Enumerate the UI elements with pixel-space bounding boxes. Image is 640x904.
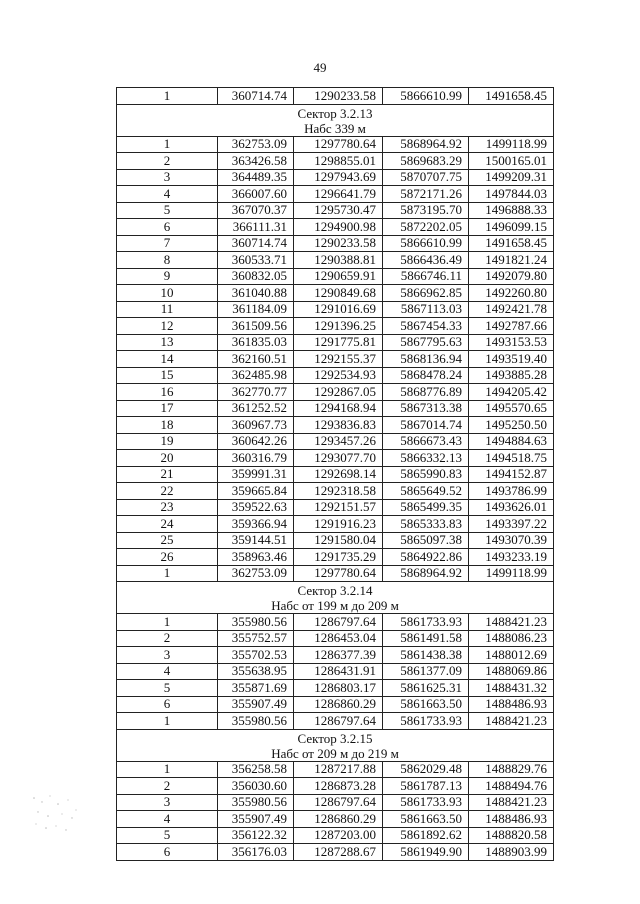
coordinate-cell: 5861377.09 — [383, 663, 469, 680]
coordinate-cell: 1495250.50 — [469, 417, 554, 434]
coordinate-cell: 359366.94 — [218, 516, 294, 533]
sector-altitude: Набс 339 м — [304, 120, 366, 136]
coordinate-cell: 1492079.80 — [469, 268, 554, 285]
coordinate-cell: 1497844.03 — [469, 186, 554, 203]
point-number-cell: 4 — [117, 811, 218, 828]
coordinate-cell: 1291775.81 — [294, 334, 383, 351]
coordinate-cell: 1488486.93 — [469, 696, 554, 713]
coordinate-cell: 1494884.63 — [469, 433, 554, 450]
sector-header-row — [117, 582, 554, 614]
coordinate-cell: 5862029.48 — [383, 761, 469, 778]
point-number-cell: 5 — [117, 680, 218, 697]
coordinate-cell: 361252.52 — [218, 400, 294, 417]
point-number-cell: 20 — [117, 450, 218, 467]
coordinate-cell: 362753.09 — [218, 136, 294, 153]
table-row — [117, 630, 554, 647]
coordinates-table-body — [117, 88, 554, 861]
coordinate-cell: 361184.09 — [218, 301, 294, 318]
coordinate-cell: 5864922.86 — [383, 549, 469, 566]
coordinate-cell: 1491658.45 — [469, 235, 554, 252]
point-number-cell: 6 — [117, 696, 218, 713]
point-number-cell: 10 — [117, 285, 218, 302]
page-number: 49 — [313, 60, 327, 75]
point-number-cell: 15 — [117, 367, 218, 384]
point-number-cell: 5 — [117, 827, 218, 844]
coordinate-cell: 362160.51 — [218, 351, 294, 368]
point-number-cell: 17 — [117, 400, 218, 417]
coordinate-cell: 5867313.38 — [383, 400, 469, 417]
coordinate-cell: 5866610.99 — [383, 88, 469, 105]
coordinate-cell: 1291016.69 — [294, 301, 383, 318]
coordinate-cell: 1493786.99 — [469, 483, 554, 500]
coordinate-cell: 1286803.17 — [294, 680, 383, 697]
coordinate-cell: 1292867.05 — [294, 384, 383, 401]
table-row — [117, 219, 554, 236]
point-number-cell: 12 — [117, 318, 218, 335]
table-row — [117, 433, 554, 450]
table-row — [117, 565, 554, 582]
coordinate-cell: 5865097.38 — [383, 532, 469, 549]
coordinate-cell: 5867454.33 — [383, 318, 469, 335]
coordinate-cell: 5868964.92 — [383, 136, 469, 153]
table-row — [117, 186, 554, 203]
coordinate-cell: 1492260.80 — [469, 285, 554, 302]
coordinate-cell: 1491821.24 — [469, 252, 554, 269]
coordinate-cell: 1292155.37 — [294, 351, 383, 368]
coordinate-cell: 5870707.75 — [383, 169, 469, 186]
table-row — [117, 761, 554, 778]
coordinate-cell: 1496888.33 — [469, 202, 554, 219]
sector-altitude: Набс от 209 м до 219 м — [271, 745, 399, 761]
coordinate-cell: 5861491.58 — [383, 630, 469, 647]
point-number-cell: 13 — [117, 334, 218, 351]
sector-altitude: Набс от 199 м до 209 м — [271, 598, 399, 613]
coordinate-cell: 361040.88 — [218, 285, 294, 302]
coordinate-cell: 1292151.57 — [294, 499, 383, 516]
table-row — [117, 516, 554, 533]
point-number-cell: 3 — [117, 794, 218, 811]
coordinate-cell: 360316.79 — [218, 450, 294, 467]
coordinate-cell: 1292698.14 — [294, 466, 383, 483]
table-row — [117, 663, 554, 680]
coordinate-cell: 1500165.01 — [469, 153, 554, 170]
coordinate-cell: 1291916.23 — [294, 516, 383, 533]
coordinate-cell: 5866332.13 — [383, 450, 469, 467]
coordinate-cell: 1493626.01 — [469, 499, 554, 516]
table-row — [117, 417, 554, 434]
table-row — [117, 268, 554, 285]
table-row — [117, 202, 554, 219]
table-row — [117, 778, 554, 795]
coordinate-cell: 1493519.40 — [469, 351, 554, 368]
table-row — [117, 88, 554, 105]
coordinate-cell: 1493070.39 — [469, 532, 554, 549]
coordinate-cell: 360714.74 — [218, 88, 294, 105]
table-row — [117, 318, 554, 335]
coordinate-cell: 1291580.04 — [294, 532, 383, 549]
coordinate-cell: 1488820.58 — [469, 827, 554, 844]
point-number-cell: 7 — [117, 235, 218, 252]
coordinate-cell: 5865333.83 — [383, 516, 469, 533]
coordinate-cell: 5861625.31 — [383, 680, 469, 697]
coordinate-cell: 1297943.69 — [294, 169, 383, 186]
table-row — [117, 285, 554, 302]
table-row — [117, 483, 554, 500]
coordinate-cell: 1286797.64 — [294, 713, 383, 730]
point-number-cell: 1 — [117, 614, 218, 631]
coordinate-cell: 5867014.74 — [383, 417, 469, 434]
sector-header-row — [117, 729, 554, 761]
coordinate-cell: 356030.60 — [218, 778, 294, 795]
table-row — [117, 235, 554, 252]
coordinate-cell: 360533.71 — [218, 252, 294, 269]
coordinate-cell: 1293077.70 — [294, 450, 383, 467]
coordinate-cell: 1488421.23 — [469, 713, 554, 730]
table-row — [117, 367, 554, 384]
coordinate-cell: 5865990.83 — [383, 466, 469, 483]
point-number-cell: 2 — [117, 153, 218, 170]
coordinate-cell: 1488486.93 — [469, 811, 554, 828]
coordinate-cell: 359991.31 — [218, 466, 294, 483]
table-row — [117, 696, 554, 713]
coordinate-cell: 1488069.86 — [469, 663, 554, 680]
point-number-cell: 18 — [117, 417, 218, 434]
coordinate-cell: 355702.53 — [218, 647, 294, 664]
sector-header — [117, 104, 554, 136]
coordinate-cell: 356176.03 — [218, 844, 294, 861]
point-number-cell: 11 — [117, 301, 218, 318]
coordinate-cell: 5861787.13 — [383, 778, 469, 795]
coordinate-cell: 1495570.65 — [469, 400, 554, 417]
sector-header — [117, 582, 554, 614]
coordinate-cell: 5866673.43 — [383, 433, 469, 450]
coordinate-cell: 1488421.23 — [469, 794, 554, 811]
point-number-cell: 1 — [117, 136, 218, 153]
table-row — [117, 827, 554, 844]
sector-header-row — [117, 104, 554, 136]
table-row — [117, 811, 554, 828]
coordinate-cell: 1292534.93 — [294, 367, 383, 384]
coordinate-cell: 1494518.75 — [469, 450, 554, 467]
table-row — [117, 614, 554, 631]
coordinate-cell: 1493233.19 — [469, 549, 554, 566]
coordinate-cell: 5872202.05 — [383, 219, 469, 236]
coordinate-cell: 5861438.38 — [383, 647, 469, 664]
coordinate-cell: 360967.73 — [218, 417, 294, 434]
coordinate-cell: 1294168.94 — [294, 400, 383, 417]
coordinate-cell: 1496099.15 — [469, 219, 554, 236]
table-row — [117, 153, 554, 170]
point-number-cell: 23 — [117, 499, 218, 516]
coordinate-cell: 1494205.42 — [469, 384, 554, 401]
coordinates-table — [116, 87, 554, 861]
coordinate-cell: 1286860.29 — [294, 696, 383, 713]
coordinate-cell: 5866962.85 — [383, 285, 469, 302]
table-row — [117, 713, 554, 730]
coordinate-cell: 1290233.58 — [294, 235, 383, 252]
point-number-cell: 2 — [117, 778, 218, 795]
coordinate-cell: 5872171.26 — [383, 186, 469, 203]
coordinate-cell: 5861733.93 — [383, 614, 469, 631]
coordinate-cell: 1287203.00 — [294, 827, 383, 844]
coordinate-cell: 1488086.23 — [469, 630, 554, 647]
point-number-cell: 26 — [117, 549, 218, 566]
coordinate-cell: 362770.77 — [218, 384, 294, 401]
table-row — [117, 680, 554, 697]
table-row — [117, 169, 554, 186]
coordinate-cell: 356258.58 — [218, 761, 294, 778]
coordinate-cell: 363426.58 — [218, 153, 294, 170]
coordinate-cell: 355980.56 — [218, 614, 294, 631]
coordinate-cell: 367070.37 — [218, 202, 294, 219]
coordinate-cell: 1293457.26 — [294, 433, 383, 450]
table-row — [117, 466, 554, 483]
point-number-cell: 5 — [117, 202, 218, 219]
coordinate-cell: 5861733.93 — [383, 794, 469, 811]
coordinate-cell: 5861892.62 — [383, 827, 469, 844]
coordinate-cell: 361509.56 — [218, 318, 294, 335]
coordinate-cell: 355638.95 — [218, 663, 294, 680]
coordinate-cell: 5867795.63 — [383, 334, 469, 351]
coordinate-cell: 1296641.79 — [294, 186, 383, 203]
coordinate-cell: 1294900.98 — [294, 219, 383, 236]
point-number-cell: 1 — [117, 761, 218, 778]
coordinate-cell: 5866746.11 — [383, 268, 469, 285]
point-number-cell: 1 — [117, 565, 218, 582]
coordinate-cell: 362753.09 — [218, 565, 294, 582]
coordinate-cell: 1286453.04 — [294, 630, 383, 647]
table-row — [117, 400, 554, 417]
coordinate-cell: 1291735.29 — [294, 549, 383, 566]
coordinate-cell: 1290659.91 — [294, 268, 383, 285]
coordinate-cell: 1493397.22 — [469, 516, 554, 533]
table-row — [117, 384, 554, 401]
point-number-cell: 16 — [117, 384, 218, 401]
table-row — [117, 450, 554, 467]
coordinate-cell: 1499118.99 — [469, 136, 554, 153]
coordinate-cell: 1488903.99 — [469, 844, 554, 861]
point-number-cell: 2 — [117, 630, 218, 647]
point-number-cell: 4 — [117, 663, 218, 680]
coordinate-cell: 362485.98 — [218, 367, 294, 384]
coordinate-cell: 5861663.50 — [383, 696, 469, 713]
coordinate-cell: 366111.31 — [218, 219, 294, 236]
coordinate-cell: 1492421.78 — [469, 301, 554, 318]
coordinate-cell: 5861733.93 — [383, 713, 469, 730]
coordinate-cell: 360832.05 — [218, 268, 294, 285]
point-number-cell: 4 — [117, 186, 218, 203]
coordinate-cell: 358963.46 — [218, 549, 294, 566]
coordinate-cell: 5866436.49 — [383, 252, 469, 269]
coordinate-cell: 1488829.76 — [469, 761, 554, 778]
coordinate-cell: 1293836.83 — [294, 417, 383, 434]
coordinate-cell: 364489.35 — [218, 169, 294, 186]
sector-title: Сектор 3.2.15 — [297, 730, 373, 746]
point-number-cell: 3 — [117, 169, 218, 186]
coordinate-cell: 1286377.39 — [294, 647, 383, 664]
coordinate-cell: 360714.74 — [218, 235, 294, 252]
coordinate-cell: 359665.84 — [218, 483, 294, 500]
coordinate-cell: 355907.49 — [218, 696, 294, 713]
coordinate-cell: 1286431.91 — [294, 663, 383, 680]
coordinate-cell: 1290388.81 — [294, 252, 383, 269]
coordinate-cell: 5868478.24 — [383, 367, 469, 384]
coordinate-cell: 1291396.25 — [294, 318, 383, 335]
coordinate-cell: 1292318.58 — [294, 483, 383, 500]
coordinate-cell: 1295730.47 — [294, 202, 383, 219]
coordinate-cell: 1297780.64 — [294, 565, 383, 582]
coordinate-cell: 5868136.94 — [383, 351, 469, 368]
coordinate-cell: 5868776.89 — [383, 384, 469, 401]
point-number-cell: 21 — [117, 466, 218, 483]
coordinate-cell: 1286797.64 — [294, 794, 383, 811]
coordinate-cell: 5869683.29 — [383, 153, 469, 170]
coordinate-cell: 1286797.64 — [294, 614, 383, 631]
table-row — [117, 334, 554, 351]
coordinate-cell: 1287288.67 — [294, 844, 383, 861]
coordinate-cell: 1494152.87 — [469, 466, 554, 483]
coordinate-cell: 356122.32 — [218, 827, 294, 844]
table-row — [117, 136, 554, 153]
coordinate-cell: 5866610.99 — [383, 235, 469, 252]
coordinate-cell: 1491658.45 — [469, 88, 554, 105]
coordinate-cell: 1297780.64 — [294, 136, 383, 153]
point-number-cell: 22 — [117, 483, 218, 500]
table-row — [117, 532, 554, 549]
table-row — [117, 252, 554, 269]
table-row — [117, 794, 554, 811]
coordinate-cell: 1488421.23 — [469, 614, 554, 631]
coordinate-cell: 1488431.32 — [469, 680, 554, 697]
coordinate-cell: 355752.57 — [218, 630, 294, 647]
coordinate-cell: 5861663.50 — [383, 811, 469, 828]
coordinate-cell: 1499209.31 — [469, 169, 554, 186]
table-row — [117, 647, 554, 664]
point-number-cell: 24 — [117, 516, 218, 533]
point-number-cell: 1 — [117, 713, 218, 730]
coordinate-cell: 1298855.01 — [294, 153, 383, 170]
coordinate-cell: 5867113.03 — [383, 301, 469, 318]
sector-header — [117, 729, 554, 761]
coordinate-cell: 1488012.69 — [469, 647, 554, 664]
sector-title: Сектор 3.2.14 — [297, 583, 373, 598]
coordinate-cell: 5868964.92 — [383, 565, 469, 582]
point-number-cell: 6 — [117, 844, 218, 861]
point-number-cell: 1 — [117, 88, 218, 105]
coordinate-cell: 359144.51 — [218, 532, 294, 549]
table-row — [117, 499, 554, 516]
coordinate-cell: 1493153.53 — [469, 334, 554, 351]
coordinate-cell: 355871.69 — [218, 680, 294, 697]
coordinate-cell: 1286873.28 — [294, 778, 383, 795]
coordinate-cell: 5873195.70 — [383, 202, 469, 219]
coordinate-cell: 5865499.35 — [383, 499, 469, 516]
point-number-cell: 19 — [117, 433, 218, 450]
table-row — [117, 301, 554, 318]
table-row — [117, 844, 554, 861]
sector-title: Сектор 3.2.13 — [297, 105, 373, 121]
coordinate-cell: 1493885.28 — [469, 367, 554, 384]
coordinate-cell: 361835.03 — [218, 334, 294, 351]
coordinate-cell: 360642.26 — [218, 433, 294, 450]
coordinate-cell: 1492787.66 — [469, 318, 554, 335]
coordinate-cell: 5861949.90 — [383, 844, 469, 861]
point-number-cell: 8 — [117, 252, 218, 269]
coordinate-cell: 1290849.68 — [294, 285, 383, 302]
coordinate-cell: 1488494.76 — [469, 778, 554, 795]
point-number-cell: 9 — [117, 268, 218, 285]
table-row — [117, 351, 554, 368]
coordinate-cell: 355980.56 — [218, 794, 294, 811]
point-number-cell: 3 — [117, 647, 218, 664]
scan-noise — [28, 790, 88, 840]
coordinate-cell: 355907.49 — [218, 811, 294, 828]
coordinate-cell: 366007.60 — [218, 186, 294, 203]
coordinate-cell: 359522.63 — [218, 499, 294, 516]
coordinate-cell: 5865649.52 — [383, 483, 469, 500]
point-number-cell: 25 — [117, 532, 218, 549]
coordinate-cell: 1290233.58 — [294, 88, 383, 105]
point-number-cell: 14 — [117, 351, 218, 368]
point-number-cell: 6 — [117, 219, 218, 236]
coordinate-cell: 1286860.29 — [294, 811, 383, 828]
table-row — [117, 549, 554, 566]
coordinate-cell: 355980.56 — [218, 713, 294, 730]
coordinate-cell: 1499118.99 — [469, 565, 554, 582]
coordinate-cell: 1287217.88 — [294, 761, 383, 778]
